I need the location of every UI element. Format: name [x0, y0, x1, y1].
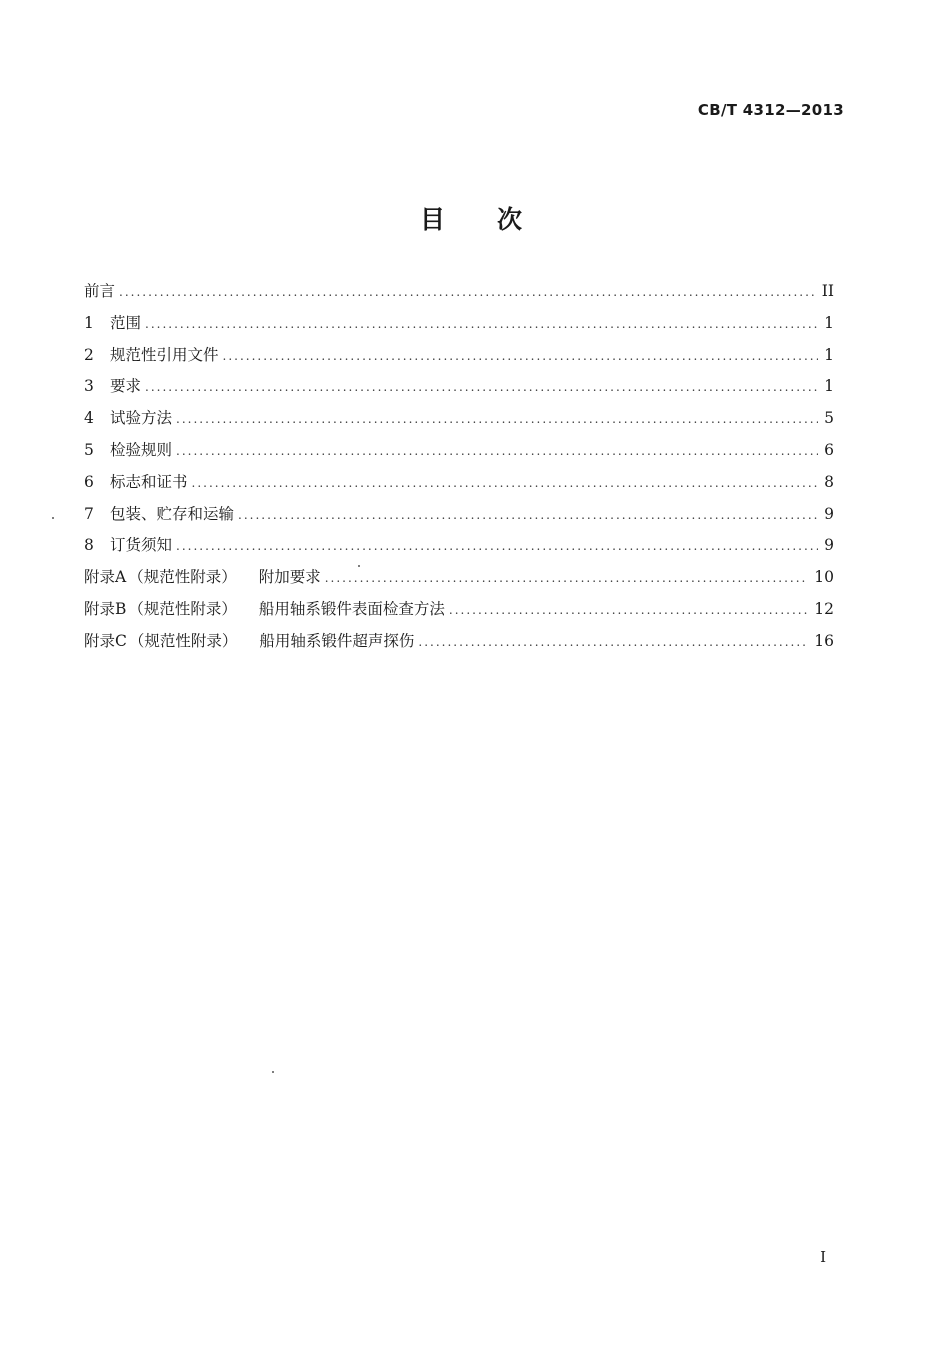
standard-number: CB/T 4312—2013 [697, 101, 844, 119]
toc-entry-number: 8 [84, 536, 94, 555]
toc-entry-foreword[interactable] [84, 279, 834, 311]
toc-entry-label: 标志和证书 [110, 472, 188, 491]
toc-entry-page: II [821, 282, 834, 300]
toc-entry-number: 1 [84, 313, 94, 332]
toc-entry-label: 要求 [110, 377, 142, 396]
toc-entry-page: 12 [814, 599, 834, 618]
toc-entry-label: 船用轴系锻件超声探伤 [259, 631, 415, 650]
toc-entry-page: 9 [824, 536, 834, 555]
toc-entry-label: 规范性引用文件 [110, 345, 219, 364]
toc-entry-label: 附加要求 [258, 568, 321, 587]
annex-code: 附录B [84, 599, 127, 618]
toc-entry-normative-references[interactable] [84, 343, 834, 375]
toc-entry-page: 9 [824, 504, 834, 523]
toc-entry-label: 检验规则 [110, 440, 173, 459]
toc-entry-page: 1 [824, 345, 834, 364]
toc-entry-label: 包装、贮存和运输 [110, 504, 235, 523]
toc-entry-marking-certificates[interactable] [84, 470, 834, 502]
annex-code: 附录A [84, 568, 127, 587]
toc-entry-annex-b[interactable] [84, 597, 834, 629]
toc-entry-scope[interactable] [84, 311, 834, 343]
toc-entry-label: 前言 [84, 282, 116, 300]
toc-entry-page: 1 [824, 313, 834, 332]
toc-entry-number: 3 [84, 377, 94, 396]
toc-entry-number: 4 [84, 409, 94, 428]
toc-entry-number: 5 [84, 440, 94, 459]
dot-leader [223, 349, 818, 363]
dot-leader [176, 539, 818, 553]
toc-entry-annex-a[interactable] [84, 565, 834, 597]
toc-entry-page: 6 [824, 440, 834, 459]
annex-code: 附录C [84, 631, 127, 650]
toc-entry-test-methods[interactable] [84, 406, 834, 438]
toc-entry-number: 2 [84, 345, 94, 364]
toc-entry-label: 船用轴系锻件表面检查方法 [258, 599, 445, 618]
dot-leader [119, 285, 816, 299]
toc-entry-label: 订货须知 [110, 536, 173, 555]
toc-entry-number: 7 [84, 504, 94, 523]
toc-entry-page: 16 [814, 631, 834, 650]
toc-entry-label: 试验方法 [110, 409, 173, 428]
annex-type: （规范性附录） [128, 631, 238, 650]
dot-leader [176, 444, 818, 458]
dot-leader [325, 571, 809, 585]
scan-speck [272, 1071, 274, 1073]
dot-leader [145, 317, 818, 331]
toc-entry-page: 1 [824, 377, 834, 396]
page-number: I [820, 1248, 826, 1266]
toc-entry-inspection-rules[interactable] [84, 438, 834, 470]
toc-entry-page: 5 [824, 409, 834, 428]
toc-entry-number: 6 [84, 472, 94, 491]
dot-leader [449, 603, 808, 617]
toc-entry-annex-c[interactable] [84, 629, 834, 661]
scan-speck [52, 517, 54, 519]
toc-entry-ordering-info[interactable] [84, 533, 834, 565]
dot-leader [418, 635, 808, 649]
annex-type: （规范性附录） [128, 568, 237, 587]
annex-type: （规范性附录） [128, 599, 237, 618]
toc-entry-label: 范围 [110, 313, 142, 332]
toc-entry-requirements[interactable] [84, 374, 834, 406]
toc-title: 目次 [419, 205, 574, 234]
dot-leader [176, 412, 818, 426]
dot-leader [238, 508, 818, 522]
toc-entry-page: 8 [824, 472, 834, 491]
dot-leader [192, 476, 818, 490]
toc-entry-page: 10 [814, 568, 834, 587]
table-of-contents [84, 279, 834, 661]
scan-speck [358, 565, 360, 567]
toc-entry-packaging-storage-transport[interactable] [84, 502, 834, 534]
dot-leader [145, 380, 818, 394]
